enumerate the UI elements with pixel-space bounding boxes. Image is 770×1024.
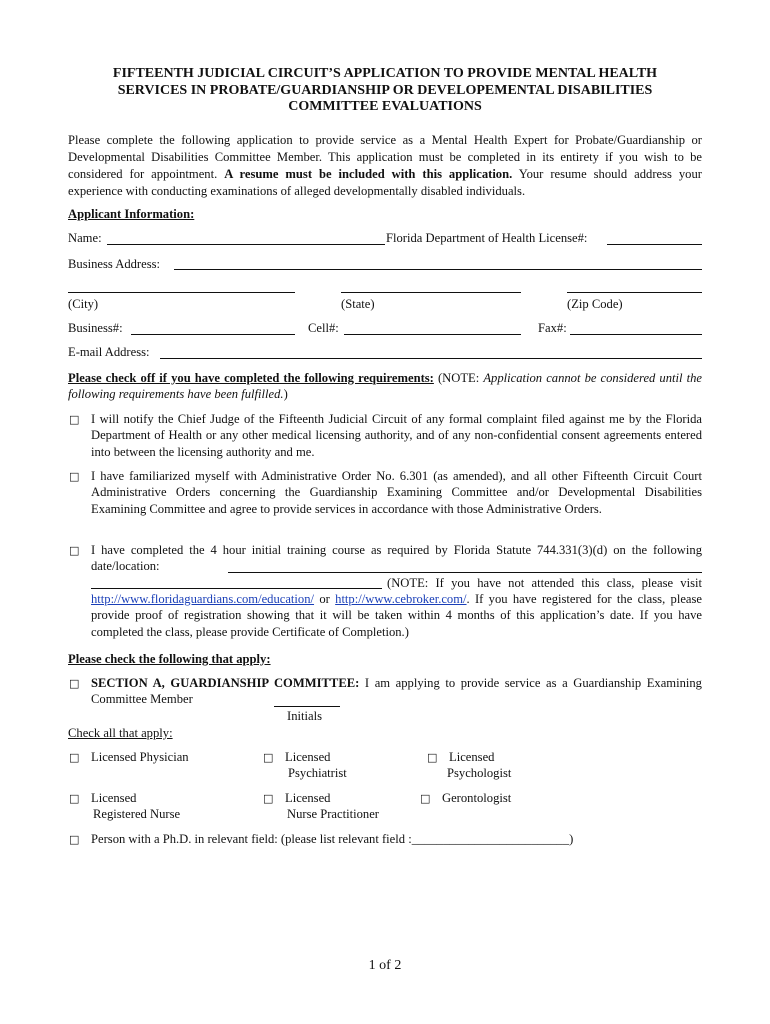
requirement-3-checkbox[interactable]: □ (69, 544, 80, 557)
requirement-3-line-1: I have completed the 4 hour initial training course as required by Florida Statute 744.331(3)(d) on the following date/location: (91, 543, 702, 574)
city-field[interactable] (68, 292, 295, 293)
intro-paragraph (68, 132, 702, 200)
title-line-3: COMMITTEE EVALUATIONS (288, 99, 482, 114)
initials-field[interactable] (274, 706, 340, 707)
training-date-location-field[interactable] (228, 572, 702, 573)
psychologist-label-1: Licensed (449, 750, 495, 764)
rn-checkbox[interactable]: □ (69, 792, 80, 805)
business-phone-field[interactable] (131, 334, 295, 335)
apply-heading: Please check the following that apply: (68, 652, 271, 666)
check-all-label: Check all that apply: (68, 726, 173, 740)
np-label (285, 790, 379, 823)
psychologist-label (449, 749, 511, 782)
license-field[interactable] (607, 244, 702, 245)
psychiatrist-label-2: Psychiatrist (288, 766, 347, 781)
applicant-info-heading: Applicant Information: (68, 207, 195, 221)
email-label: E-mail Address: (68, 345, 150, 359)
cell-label: Cell#: (308, 321, 339, 335)
requirement-3-continued (91, 591, 702, 640)
zip-field[interactable] (567, 292, 702, 293)
requirement-1-checkbox[interactable]: □ (69, 413, 80, 426)
name-field[interactable] (107, 244, 385, 245)
physician-checkbox[interactable]: □ (69, 751, 80, 764)
email-field[interactable] (160, 358, 702, 359)
business-address-label: Business Address: (68, 257, 161, 271)
requirements-note-prefix: (NOTE: (433, 371, 484, 385)
rn-label (91, 790, 180, 823)
requirements-note-suffix: ) (283, 387, 288, 402)
license-label: Florida Department of Health License#: (386, 231, 588, 245)
physician-label: Licensed Physician (91, 750, 189, 764)
np-label-2: Nurse Practitioner (287, 807, 379, 822)
fax-label: Fax#: (538, 321, 567, 335)
title-line-2: SERVICES IN PROBATE/GUARDIANSHIP OR DEVELOPEMENTAL DISABILITIES (117, 82, 653, 98)
psychiatrist-label-1: Licensed (285, 750, 331, 764)
training-date-location-field-2[interactable] (91, 588, 382, 589)
np-checkbox[interactable]: □ (263, 792, 274, 805)
fax-field[interactable] (570, 334, 702, 335)
phd-label: Person with a Ph.D. in relevant field: (please list relevant field :_________________________) (91, 832, 574, 846)
gerontologist-label: Gerontologist (442, 791, 512, 805)
psychiatrist-checkbox[interactable]: □ (263, 751, 274, 764)
state-label: (State) (341, 297, 375, 311)
phd-checkbox[interactable]: □ (69, 833, 80, 846)
requirement-2-checkbox[interactable]: □ (69, 470, 80, 483)
zip-label: (Zip Code) (567, 297, 623, 311)
gerontologist-checkbox[interactable]: □ (420, 792, 431, 805)
requirements-note: Application cannot be considered until the following requirements have been fulfilled. (68, 371, 703, 402)
name-label: Name: (68, 231, 102, 245)
rn-label-2: Registered Nurse (93, 807, 181, 822)
state-field[interactable] (341, 292, 521, 293)
requirement-3-rest: . If you have registered for the class, please provide proof of registration showing that it will be taken within 4 months of this application’s date. If you have completed the class, please provide Certificate of Completion.) (91, 592, 702, 639)
intro-text-2: Your resume should address your experience with conducting examinations of alleged developmentally disabled individuals. (68, 167, 702, 198)
requirement-3-note: (NOTE: If you have not attended this class, please visit (387, 576, 702, 590)
psychiatrist-label (285, 749, 347, 782)
floridaguardians-link[interactable]: http://www.floridaguardians.com/education/ (91, 592, 315, 606)
business-phone-label: Business#: (68, 321, 123, 335)
intro-resume-note: A resume must be included with this application. (224, 167, 513, 181)
requirement-3-text (91, 542, 702, 575)
or-text: or (314, 592, 336, 606)
section-a-description: I am applying to provide service as a Guardianship Examining Committee Member (91, 676, 702, 707)
initials-label: Initials (287, 709, 322, 723)
cell-field[interactable] (344, 334, 521, 335)
cebroker-link[interactable]: http://www.cebroker.com/ (335, 592, 467, 606)
np-label-1: Licensed (285, 791, 331, 805)
document-title (60, 66, 710, 116)
requirements-intro (68, 370, 702, 403)
requirements-heading: Please check off if you have completed the following requirements: (68, 371, 434, 385)
page-number: 1 of 2 (368, 958, 402, 973)
business-address-field[interactable] (174, 269, 702, 270)
section-a-text (91, 675, 702, 708)
psychologist-checkbox[interactable]: □ (427, 751, 438, 764)
rn-label-1: Licensed (91, 791, 137, 805)
intro-text-1: Please complete the following application to provide service as a Mental Health Expert for Probate/Guardianship or Developmental Disabilities Committee Member. This application must be completed in its entirety if you wish to be considered for appointment. (68, 133, 702, 181)
requirement-2-text: I have familiarized myself with Administrative Order No. 6.301 (as amended), and all other Fifteenth Circuit Court Administrative Orders concerning the Guardianship Examining Committee and/or Developmental Disabilities Examining Committee and agree to provide services in accordance with those Administrative Orders. (91, 469, 702, 516)
title-line-1: FIFTEENTH JUDICIAL CIRCUIT’S APPLICATION TO PROVIDE MENTAL HEALTH (112, 66, 658, 81)
section-a-title: SECTION A, GUARDIANSHIP COMMITTEE: (91, 676, 360, 690)
city-label: (City) (68, 297, 99, 311)
section-a-checkbox[interactable]: □ (69, 677, 80, 690)
requirement-1-text: I will notify the Chief Judge of the Fifteenth Judicial Circuit of any formal complaint filed against me by the Florida Department of Health or any other medical licensing authority, and of any non-confidential consent agreements entered into between the licensing authority and me. (91, 412, 702, 459)
psychologist-label-2: Psychologist (447, 766, 512, 781)
